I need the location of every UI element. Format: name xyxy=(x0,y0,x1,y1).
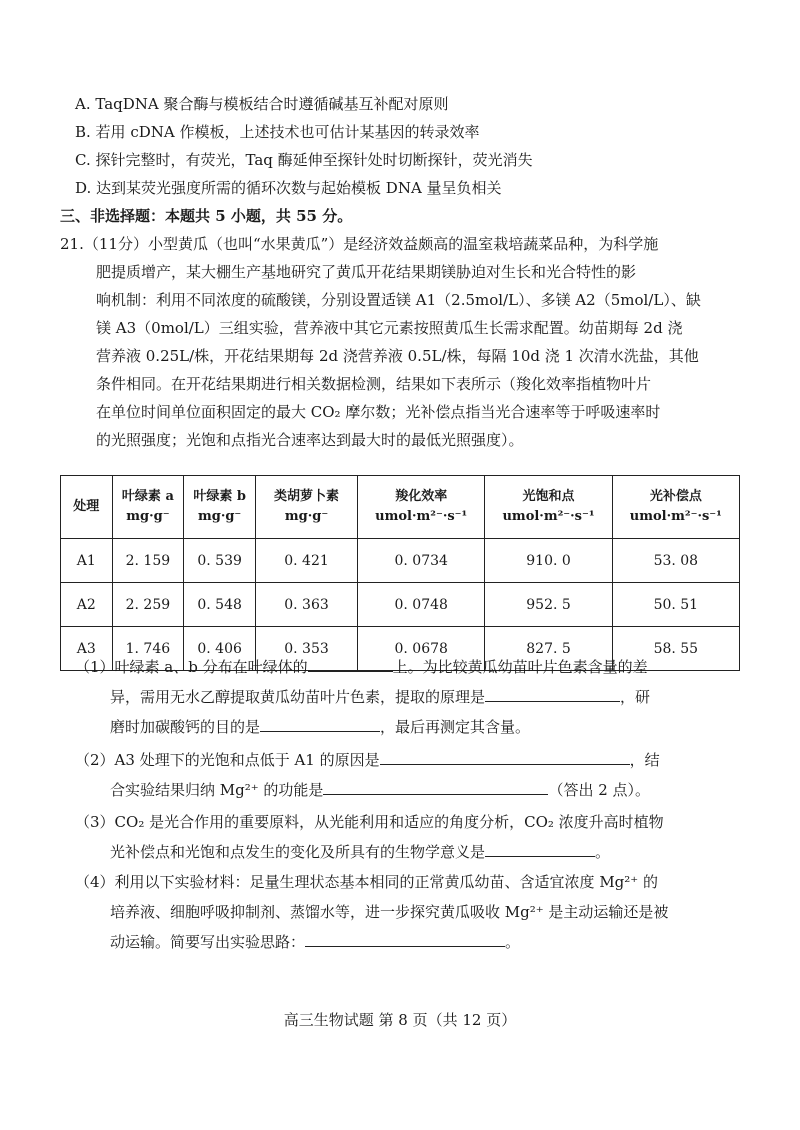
header-light-saturation: 光饱和点 umol·m²⁻·s⁻¹ xyxy=(485,476,612,539)
answer-blank xyxy=(485,685,620,702)
header-carotenoid: 类胡萝卜素 mg·g⁻ xyxy=(256,476,358,539)
q21-line-3: 响机制：利用不同浓度的硫酸镁，分别设置适镁 A1（2.5mol/L）、多镁 A2（5mol/L）、缺 xyxy=(96,291,701,309)
table-row xyxy=(61,583,740,627)
page-footer: 高三生物试题 第 8 页（共 12 页） xyxy=(283,1011,517,1029)
table-cell: 53. 08 xyxy=(612,539,739,583)
header-chlorophyll-b: 叶绿素 b mg·g⁻ xyxy=(184,476,256,539)
subq-3-line-1: （3）CO₂ 是光合作用的重要原料，从光能利用和适应的角度分析，CO₂ 浓度升高时植物 xyxy=(75,813,664,831)
subq-2-line-2: 合实验结果归纳 Mg²⁺ 的功能是 （答出 2 点）。 xyxy=(110,778,650,802)
subq-2-line-1: （2）A3 处理下的光饱和点低于 A1 的原因是 ，结 xyxy=(75,748,660,772)
header-carboxylation: 羧化效率 umol·m²⁻·s⁻¹ xyxy=(358,476,485,539)
q21-line-2: 肥提质增产，某大棚生产基地研究了黄瓜开花结果期镁胁迫对生长和光合特性的影 xyxy=(96,263,637,281)
table-cell: 0. 0678 xyxy=(358,627,485,671)
table-cell: 0. 0748 xyxy=(358,583,485,627)
header-treatment: 处理 xyxy=(61,476,113,539)
table-cell: 2. 259 xyxy=(112,583,184,627)
table-cell: 0. 539 xyxy=(184,539,256,583)
subq-3-line-2: 光补偿点和光饱和点发生的变化及所具有的生物学意义是 。 xyxy=(110,840,610,864)
table-cell: 0. 353 xyxy=(256,627,358,671)
table-cell: 2. 159 xyxy=(112,539,184,583)
table-cell: 0. 406 xyxy=(184,627,256,671)
section-title: 三、非选择题：本题共 5 小题，共 55 分。 xyxy=(60,207,353,225)
table-header-row xyxy=(61,476,740,539)
q21-line-8: 的光照强度；光饱和点指光合速率达到最大时的最低光照强度）。 xyxy=(96,431,524,449)
answer-blank xyxy=(485,840,595,857)
table-cell: A1 xyxy=(61,539,113,583)
table-cell: 827. 5 xyxy=(485,627,612,671)
answer-blank xyxy=(308,655,393,672)
table-cell: 952. 5 xyxy=(485,583,612,627)
header-chlorophyll-a: 叶绿素 a mg·g⁻ xyxy=(112,476,184,539)
table-cell: 50. 51 xyxy=(612,583,739,627)
q21-line-6: 条件相同。在开花结果期进行相关数据检测，结果如下表所示（羧化效率指植物叶片 xyxy=(96,375,652,393)
subq-4-line-1: （4）利用以下实验材料：足量生理状态基本相同的正常黄瓜幼苗、含适宜浓度 Mg²⁺ 的 xyxy=(75,873,658,891)
q21-line-7: 在单位时间单位面积固定的最大 CO₂ 摩尔数；光补偿点指当光合速率等于呼吸速率时 xyxy=(96,403,661,421)
subq-1-line-3: 磨时加碳酸钙的目的是 ，最后再测定其含量。 xyxy=(110,715,530,739)
q21-line-5: 营养液 0.25L/株，开花结果期每 2d 浇营养液 0.5L/株，每隔 10d 浇 1 次清水洗盐，其他 xyxy=(96,347,699,365)
subq-1-line-1: （1）叶绿素 a、b 分布在叶绿体的 上。为比较黄瓜幼苗叶片色素含量的差 xyxy=(75,655,648,679)
option-d: D. 达到某荧光强度所需的循环次数与起始模板 DNA 量呈负相关 xyxy=(75,179,502,197)
subq-4-line-2: 培养液、细胞呼吸抑制剂、蒸馏水等，进一步探究黄瓜吸收 Mg²⁺ 是主动运输还是被 xyxy=(110,903,669,921)
option-c: C. 探针完整时，有荧光，Taq 酶延伸至探针处时切断探针，荧光消失 xyxy=(75,151,533,169)
table-cell: 58. 55 xyxy=(612,627,739,671)
table-cell: 1. 746 xyxy=(112,627,184,671)
header-light-compensation: 光补偿点 umol·m²⁻·s⁻¹ xyxy=(612,476,739,539)
table-cell: 0. 548 xyxy=(184,583,256,627)
results-table xyxy=(60,475,740,671)
table-cell: A3 xyxy=(61,627,113,671)
subq-4-line-3: 动运输。简要写出实验思路： 。 xyxy=(110,930,520,954)
table-cell: 0. 363 xyxy=(256,583,358,627)
table-cell: A2 xyxy=(61,583,113,627)
q21-line-4: 镁 A3（0mol/L）三组实验，营养液中其它元素按照黄瓜生长需求配置。幼苗期每 2d 浇 xyxy=(96,319,683,337)
answer-blank xyxy=(323,778,548,795)
table-cell: 0. 421 xyxy=(256,539,358,583)
option-a: A. TaqDNA 聚合酶与模板结合时遵循碱基互补配对原则 xyxy=(75,95,449,113)
answer-blank xyxy=(260,715,380,732)
option-b: B. 若用 cDNA 作模板，上述技术也可估计某基因的转录效率 xyxy=(75,123,480,141)
answer-blank xyxy=(380,748,630,765)
subq-1-line-2: 异，需用无水乙醇提取黄瓜幼苗叶片色素，提取的原理是 ，研 xyxy=(110,685,650,709)
answer-blank xyxy=(305,930,505,947)
q21-line-1: 21.（11分）小型黄瓜（也叫“水果黄瓜”）是经济效益颇高的温室栽培蔬菜品种，为科学施 xyxy=(60,235,659,253)
table-cell: 910. 0 xyxy=(485,539,612,583)
table-row xyxy=(61,539,740,583)
table-cell: 0. 0734 xyxy=(358,539,485,583)
